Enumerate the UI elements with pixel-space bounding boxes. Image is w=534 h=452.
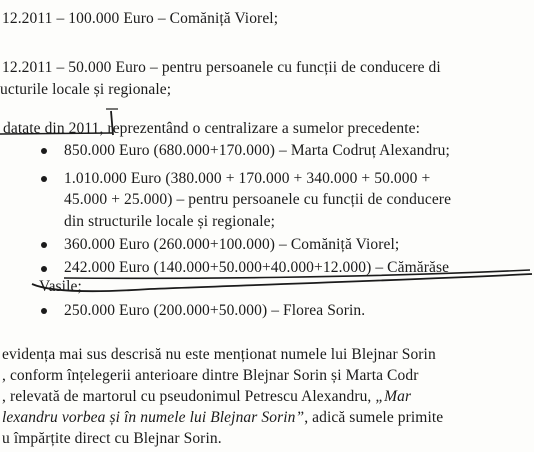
- text-line-1: 12.2011 – 100.000 Euro – Comăniță Viorel;: [2, 10, 279, 27]
- bullet-text-2a: 1.010.000 Euro (380.000 + 170.000 + 340.000 + 50.000 +: [64, 170, 431, 187]
- meaning-phrase: , adică sumele primite: [304, 409, 444, 426]
- text-line-2: 12.2011 – 50.000 Euro – pentru persoanele cu funcții de conducere di: [2, 59, 441, 76]
- bullet-text-5: 250.000 Euro (200.000+50.000) – Florea Sorin.: [64, 302, 366, 319]
- bullet-2: [41, 176, 47, 182]
- dated-2011-phrase: datate din 2011: [3, 120, 100, 137]
- bullet-3: [41, 242, 47, 248]
- bullet-text-2b: 45.000 + 25.000) – pentru persoanele cu funcții de conducere: [64, 191, 452, 208]
- text-line-3: ucturile locale și regionale;: [0, 81, 172, 98]
- text-line-4: [3, 120, 420, 138]
- bullet-1: [41, 148, 47, 154]
- bullet-text-4b: Vasile;: [39, 278, 82, 295]
- bullet-text-3: 360.000 Euro (260.000+100.000) – Comăniță Viorel;: [64, 236, 400, 253]
- bullet-5: [41, 308, 47, 314]
- centralization-phrase: , reprezentând o centralizare a sumelor precedente:: [99, 120, 420, 137]
- paragraph-line-1: evidența mai sus descrisă nu este menționat numele lui Blejnar Sorin: [2, 346, 436, 363]
- bullet-text-1: 850.000 Euro (680.000+170.000) – Marta Codruț Alexandru;: [64, 142, 450, 159]
- quote-start: „Mar: [375, 388, 412, 405]
- paragraph-line-5: u împărțite direct cu Blejnar Sorin.: [2, 430, 222, 447]
- bullet-text-2c: din structurile locale și regionale;: [64, 213, 276, 230]
- paragraph-line-2: , conform înțelegerii anterioare dintre Blejnar Sorin și Marta Codr: [2, 367, 419, 384]
- paragraph-line-3: [2, 388, 411, 406]
- paragraph-line-4: [2, 409, 443, 427]
- quote-text: lexandru vorbea și în numele lui Blejnar Sorin”: [2, 409, 305, 426]
- bullet-text-4a: 242.000 Euro (140.000+50.000+40.000+12.000) – Cămărăse: [64, 259, 450, 276]
- witness-phrase: , relevată de martorul cu pseudonimul Petrescu Alexandru,: [2, 388, 376, 405]
- bullet-4: [41, 266, 47, 272]
